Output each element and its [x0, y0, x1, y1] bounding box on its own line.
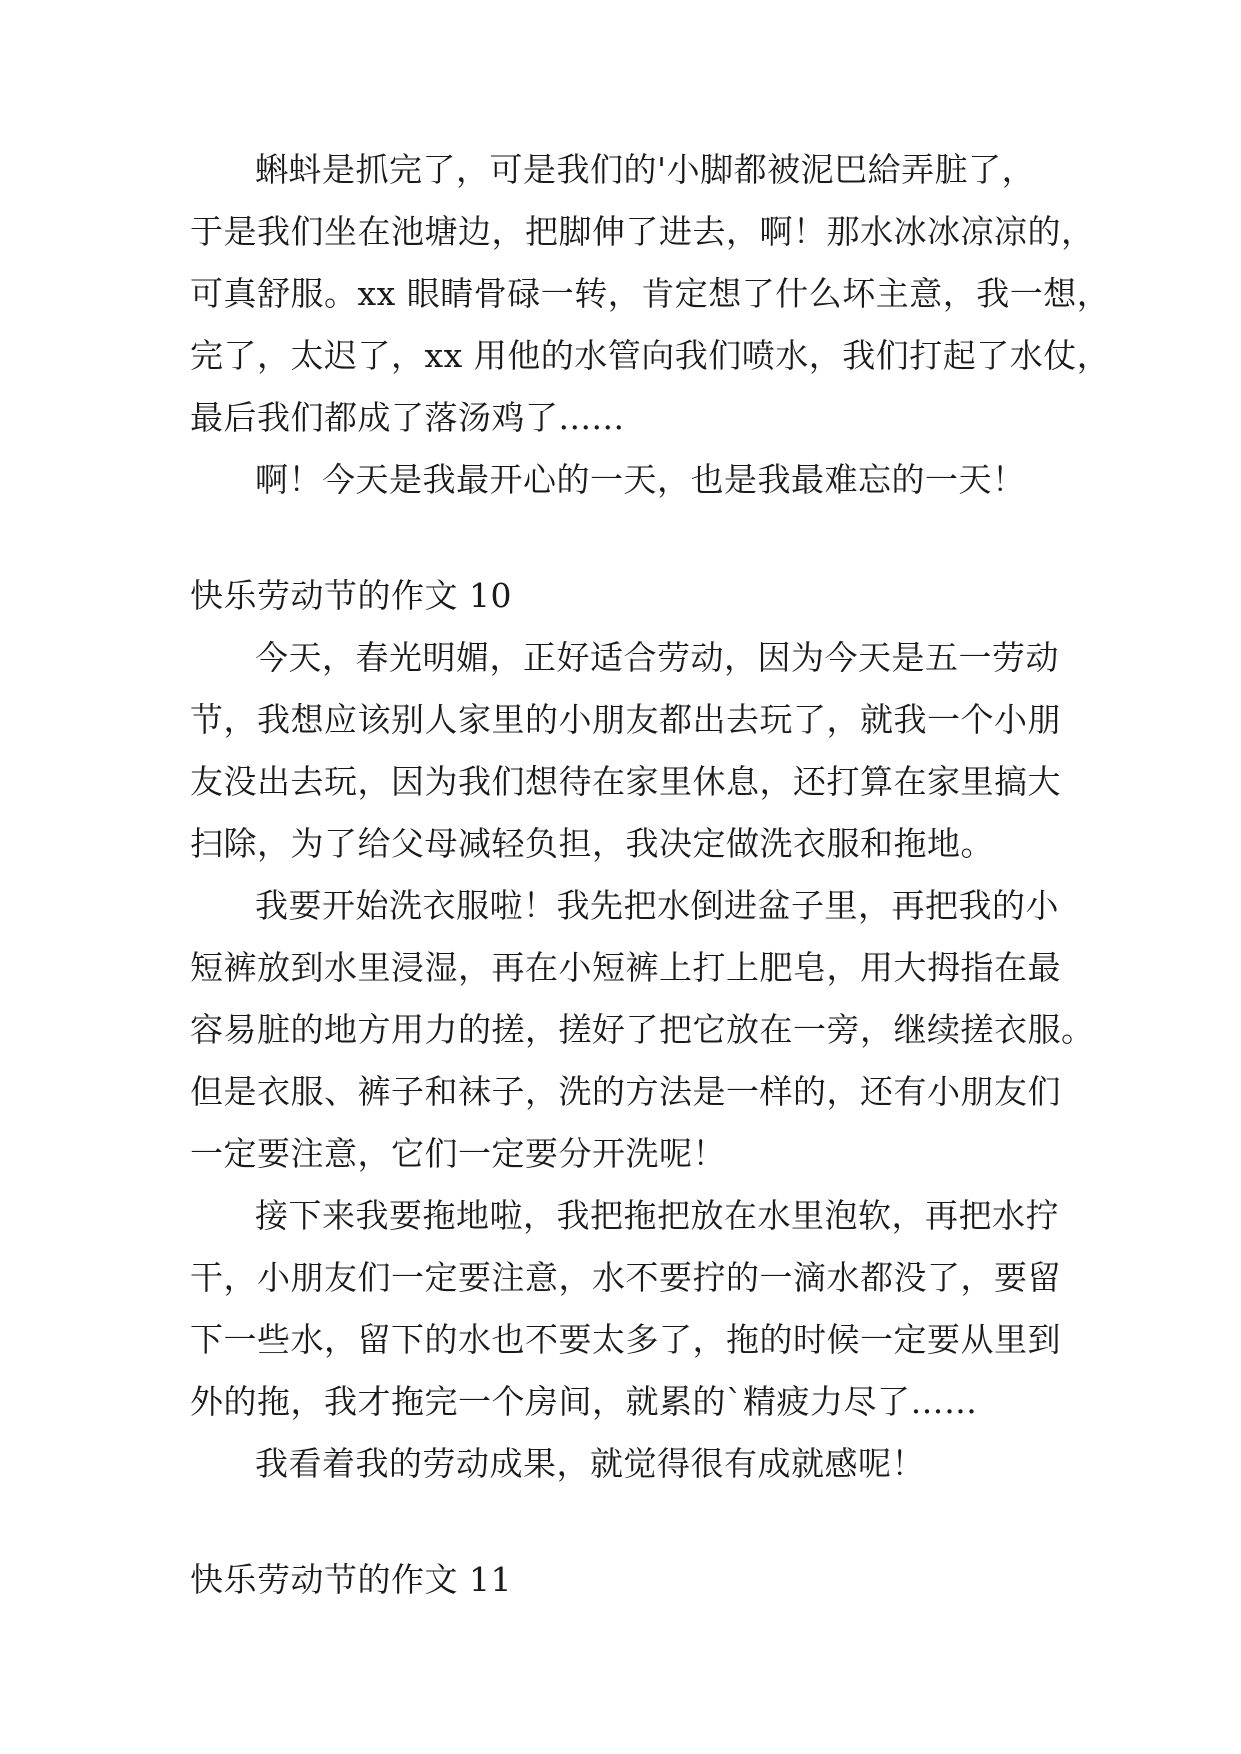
paragraph-line: 蝌蚪是抓完了，可是我们的'小脚都被泥巴給弄脏了， [255, 150, 1036, 189]
paragraph-line: 扫除，为了给父母减轻负担，我决定做洗衣服和拖地。 [190, 824, 994, 863]
paragraph-line: 短裤放到水里浸湿，再在小短裤上打上肥皂，用大拇指在最 [190, 948, 1061, 987]
paragraph-line: 接下来我要拖地啦，我把拖把放在水里泡软，再把水拧 [255, 1196, 1059, 1235]
paragraph-line: 下一些水，留下的水也不要太多了，拖的时候一定要从里到 [190, 1320, 1061, 1359]
paragraph-line: 我看着我的劳动成果，就觉得很有成就感呢！ [255, 1444, 925, 1483]
paragraph-line: 容易脏的地方用力的搓，搓好了把它放在一旁，继续搓衣服。 [190, 1010, 1095, 1049]
paragraph-line: 于是我们坐在池塘边，把脚伸了进去，啊！那水冰冰凉凉的， [190, 212, 1095, 251]
paragraph-line: 但是衣服、裤子和袜子，洗的方法是一样的，还有小朋友们 [190, 1072, 1061, 1111]
paragraph-line: 我要开始洗衣服啦！我先把水倒进盆子里，再把我的小 [255, 886, 1059, 925]
paragraph-line: 一定要注意，它们一定要分开洗呢！ [190, 1134, 726, 1173]
paragraph-line: 节，我想应该别人家里的小朋友都出去玩了，就我一个小朋 [190, 700, 1061, 739]
paragraph-line: 完了，太迟了，xx 用他的水管向我们喷水，我们打起了水仗， [190, 336, 1111, 375]
paragraph-line: 干，小朋友们一定要注意，水不要拧的一滴水都没了，要留 [190, 1258, 1061, 1297]
paragraph-line: 最后我们都成了落汤鸡了...... [190, 398, 625, 437]
paragraph-line: 啊！今天是我最开心的一天，也是我最难忘的一天！ [255, 460, 1026, 499]
paragraph-line: 友没出去玩，因为我们想待在家里休息，还打算在家里搞大 [190, 762, 1061, 801]
essay-heading: 快乐劳动节的作文 11 [190, 1560, 512, 1599]
paragraph-line: 外的拖，我才拖完一个房间，就累的`精疲力尽了…… [190, 1382, 978, 1421]
paragraph-line: 今天，春光明媚，正好适合劳动，因为今天是五一劳动 [255, 638, 1059, 677]
paragraph-line: 可真舒服。xx 眼睛骨碌一转，肯定想了什么坏主意，我一想， [190, 274, 1111, 313]
essay-heading: 快乐劳动节的作文 10 [190, 576, 512, 615]
